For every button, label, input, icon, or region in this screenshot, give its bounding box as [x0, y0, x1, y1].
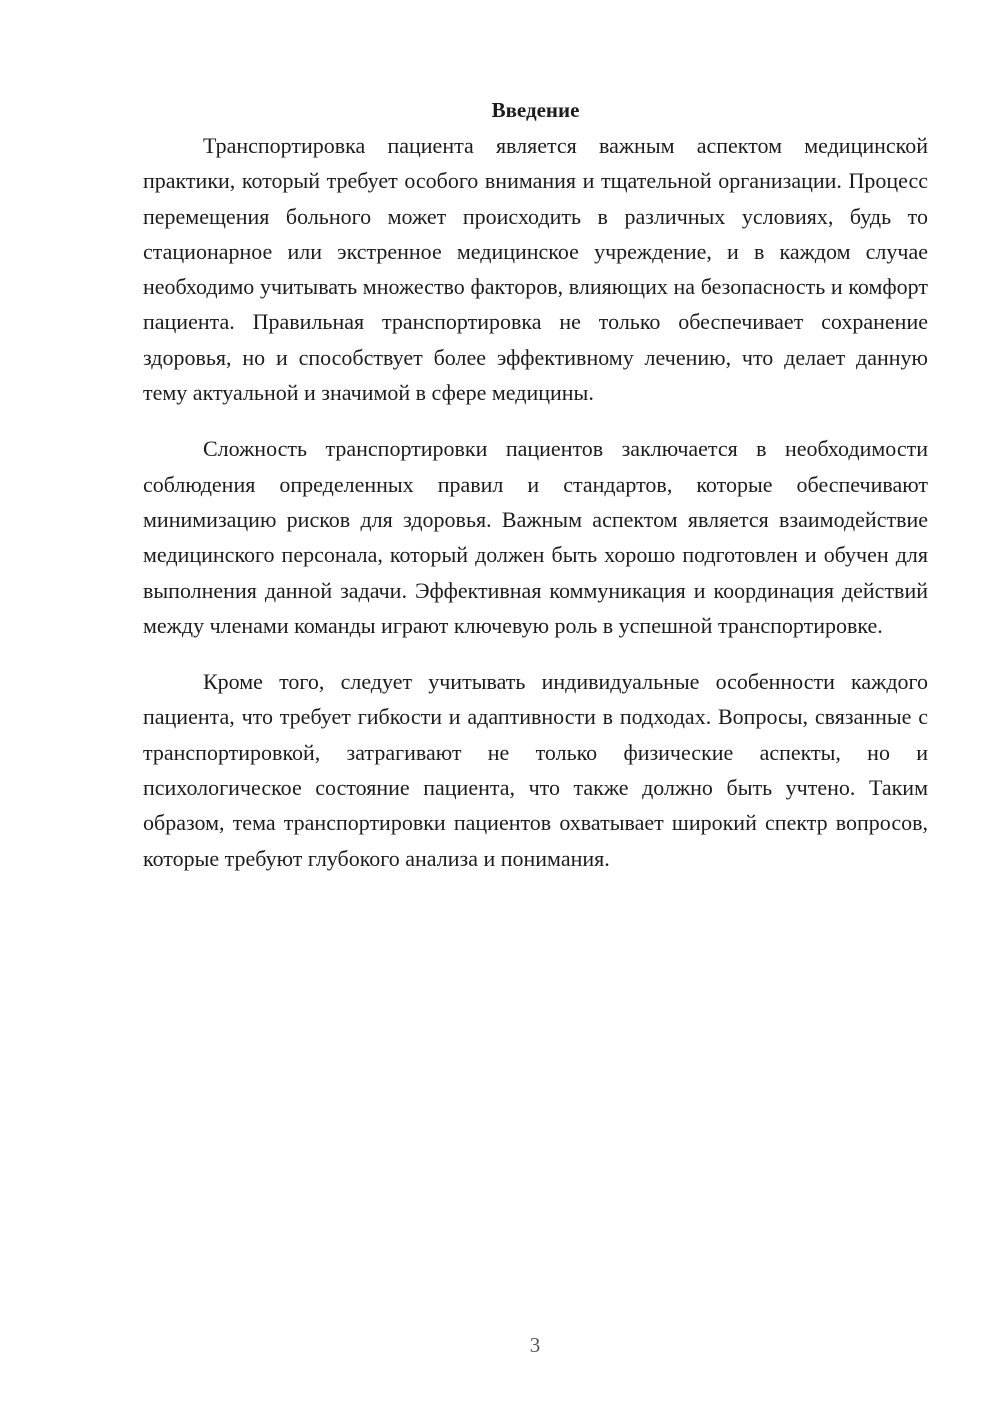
paragraph-2: Сложность транспортировки пациентов заключается в необходимости соблюдения определенных правил и стандартов, которые обеспечивают минимизацию рисков для здоровья. Важным аспектом является взаимодействие медицинского персонала, который должен быть хорошо подготовлен и обучен для выполнения данной задачи. Эффективная коммуникация и координация действий между членами команды играют ключевую роль в успешной транспортировке.: [143, 436, 928, 638]
page-number: 3: [529, 1333, 541, 1357]
paragraph-1: Транспортировка пациента является важным аспектом медицинской практики, который требует особого внимания и тщательной организации. Процесс перемещения больного может происходить в различных условиях, будь то стационарное или экстренное медицинское учреждение, и в каждом случае необходимо учитывать множество факторов, влияющих на безопасность и комфорт пациента. Правильная транспортировка не только обеспечивает сохранение здоровья, но и способствует более эффективному лечению, что делает данную тему актуальной и значимой в сфере медицины.: [143, 133, 928, 406]
paragraph-3: Кроме того, следует учитывать индивидуальные особенности каждого пациента, что требует гибкости и адаптивности в подходах. Вопросы, связанные с транспортировкой, затрагивают не только физические аспекты, но и психологическое состояние пациента, что также должно быть учтено. Таким образом, тема транспортировки пациентов охватывает широкий спектр вопросов, которые требуют глубокого анализа и понимания.: [143, 669, 928, 871]
page-content: [143, 92, 928, 897]
section-heading: Введение: [491, 98, 580, 122]
